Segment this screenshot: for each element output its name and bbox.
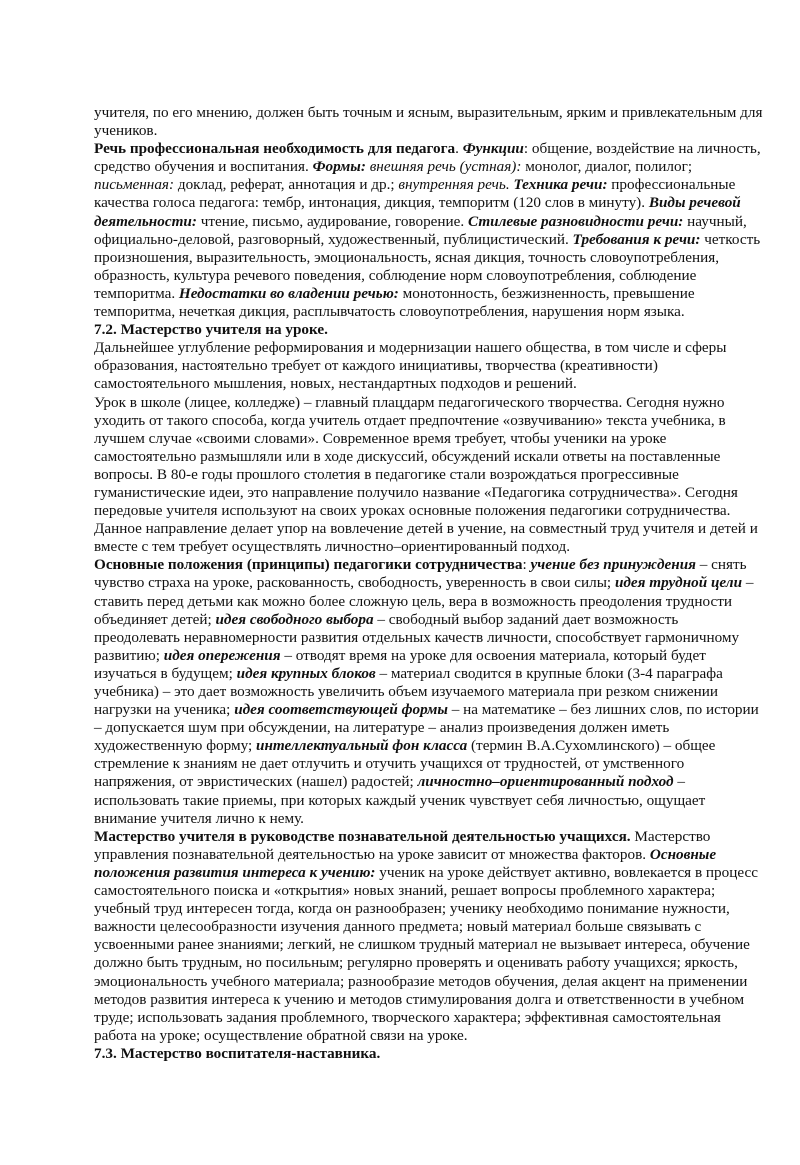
bold-italic-term: Недостатки во владении речью: xyxy=(178,284,399,302)
text-run: монотонность, безжизненность, превышение темпоритма, нечеткая дикция, расплывчатость словоупотребления, нарушения норм языка. xyxy=(94,284,695,321)
text-run: . xyxy=(455,140,463,158)
italic-term: внутренняя речь. xyxy=(398,176,510,194)
text-run: – ставить перед детьми как можно более сложную цель, вера в возможность преодоления трудности объединяет детей; xyxy=(94,574,754,628)
text-run: – свободный выбор заданий дает возможность преодолевать неравномерности развития отдельных качеств личности, способствует гармоничному развитию; xyxy=(94,610,740,664)
text-run: – материал сводится в крупные блоки (3-4 параграфа учебника) – это дает возможность увеличить объем изучаемого материала при резком снижении нагрузки на ученика; xyxy=(94,664,723,719)
text-run: чтение, письмо, аудирование, говорение. xyxy=(196,212,469,230)
text-run: – на математике – без лишних слов, по истории – допускается шум при обсуждении, на литературе – анализ произведения должен иметь художественную форму; xyxy=(94,701,759,755)
bold-term: Основные положения (принципы) педагогики сотрудничества xyxy=(94,556,523,574)
bold-italic-term: личностно–ориентированный подход xyxy=(417,773,674,791)
bold-italic-term: интеллектуальный фон класса xyxy=(256,737,468,755)
text-run: – использовать такие приемы, при которых каждый ученик чувствует себя личностью, ощущает внимание учителя лично к нему. xyxy=(94,773,706,827)
text-run: доклад, реферат, аннотация и др.; xyxy=(174,176,399,194)
text-run: Дальнейшее углубление реформирования и модернизации нашего общества, в том числе и сферы образования, настоятельно требует от каждого инициативы, творчества (креативности) самостоятельного мышления, новых, нестандартных подходов и решений. xyxy=(94,339,727,393)
bold-italic-term: Функции xyxy=(462,140,524,158)
paragraph-reform xyxy=(94,339,766,393)
bold-italic-term: идея крупных блоков xyxy=(236,664,376,682)
bold-italic-term: идея опережения xyxy=(163,646,281,664)
text-run: научный, официально-деловой, разговорный, художественный, публицистический. xyxy=(94,212,747,248)
italic-term: внешняя речь (устная): xyxy=(369,158,522,176)
section-heading-7-2: 7.2. Мастерство учителя на уроке. xyxy=(94,321,328,339)
bold-term: Мастерство учителя в руководстве познавательной деятельностью учащихся. xyxy=(94,827,631,845)
text-run: (термин В.А.Сухомлинского) – общее стремление к знаниям не дает отлучить и отучить учащихся от трудностей, от умственного напряжения, от эвристических (нашел) радостей; xyxy=(94,737,716,791)
bold-italic-term: идея трудной цели xyxy=(614,574,743,592)
text-run: профессиональные качества голоса педагога: тембр, интонация, дикция, темпоритм (120 слов в минуту). xyxy=(94,176,736,212)
paragraph-intro xyxy=(94,104,766,140)
bold-italic-term: Основные положения развития интереса к учению: xyxy=(94,845,717,881)
bold-term: Речь профессиональная необходимость для педагога xyxy=(94,140,456,158)
text-run: монолог, диалог, полилог; xyxy=(521,158,693,176)
text-run: ученик на уроке действует активно, вовлекается в процесс самостоятельного поиска и «открытия» новых знаний, решает вопросы проблемного характера; учебный труд интересен тогда, когда он разнообразен; ученику необходимо понимание нужности, важности целесообразности изучения данного предмета; новый материал больше связывать с усвоенными ранее знаниями; легкий, не слишком трудный материал не вызывает интереса, обучение должно быть трудным, но посильным; регулярно проверять и оценивать работу учащихся; яркость, эмоциональность учебного материала; разнообразие методов обучения, делая акцент на применении методов развития интереса к учению и методов стимулирования долга и ответственности в учебном труде; использовать задания проблемного, творческого характера; эффективная самостоятельная работа на уроке; осуществление обратной связи на уроке. xyxy=(94,863,758,1044)
paragraph-speech xyxy=(94,140,766,321)
paragraph-cooperation-principles xyxy=(94,556,766,827)
bold-italic-term: Техника речи: xyxy=(513,176,608,194)
bold-italic-term: учение без принуждения xyxy=(530,556,696,574)
text-run: : xyxy=(522,556,531,574)
text-run: четкость произношения, выразительность, эмоциональность, ясная дикция, точность словоупотребления, образность, культура речевого поведения, соблюдение норм словоупотребления, соблюдение темпоритма. xyxy=(94,230,761,302)
text-run: : общение, воздействие на личность, средство обучения и воспитания. xyxy=(94,140,761,176)
italic-term: письменная: xyxy=(94,176,175,194)
text-run: – снять чувство страха на уроке, раскованность, свободность, уверенность в свои силы; xyxy=(94,556,747,592)
paragraph-cognitive-activity xyxy=(94,828,766,1045)
bold-italic-term: Формы: xyxy=(312,158,366,176)
bold-italic-term: идея свободного выбора xyxy=(215,610,374,628)
text-run: Урок в школе (лицее, колледже) – главный плацдарм педагогического творчества. Сегодня нужно уходить от такого способа, когда учитель отдает предпочтение «озвучиванию» текста учебника, в лучшем случае «своими словами». Современное время требует, чтобы ученики на уроке самостоятельно размышляли или в ходе дискуссий, обсуждений искали ответы на поставленные вопросы. В 80-е годы прошлого столетия в педагогике стали возрождаться прогрессивные гуманистические идеи, это направление получило название «Педагогика сотрудничества». Сегодня передовые учителя используют на своих уроках основные положения педагогики сотрудничества. Данное направление делает упор на вовлечение детей в учение, на совместный труд учителя и детей и вместе с тем требует осуществлять личностно–ориентированный подход. xyxy=(94,393,758,556)
bold-italic-term: Стилевые разновидности речи: xyxy=(468,212,684,230)
section-heading-7-3: 7.3. Мастерство воспитателя-наставника. xyxy=(94,1044,381,1062)
bold-italic-term: Требования к речи: xyxy=(572,230,701,248)
bold-italic-term: Виды речевой деятельности: xyxy=(94,194,741,230)
text-run: – отводят время на уроке для освоения материала, который будет изучаться в будущем; xyxy=(94,646,706,682)
document-page xyxy=(94,104,766,1063)
paragraph-lesson xyxy=(94,394,766,557)
text-run: учителя, по его мнению, должен быть точным и ясным, выразительным, ярким и привлекательным для учеников. xyxy=(94,104,763,140)
bold-italic-term: идея соответствующей формы xyxy=(234,701,448,719)
text-run: Мастерство управления познавательной деятельностью на уроке зависит от множества факторов. xyxy=(94,827,711,863)
